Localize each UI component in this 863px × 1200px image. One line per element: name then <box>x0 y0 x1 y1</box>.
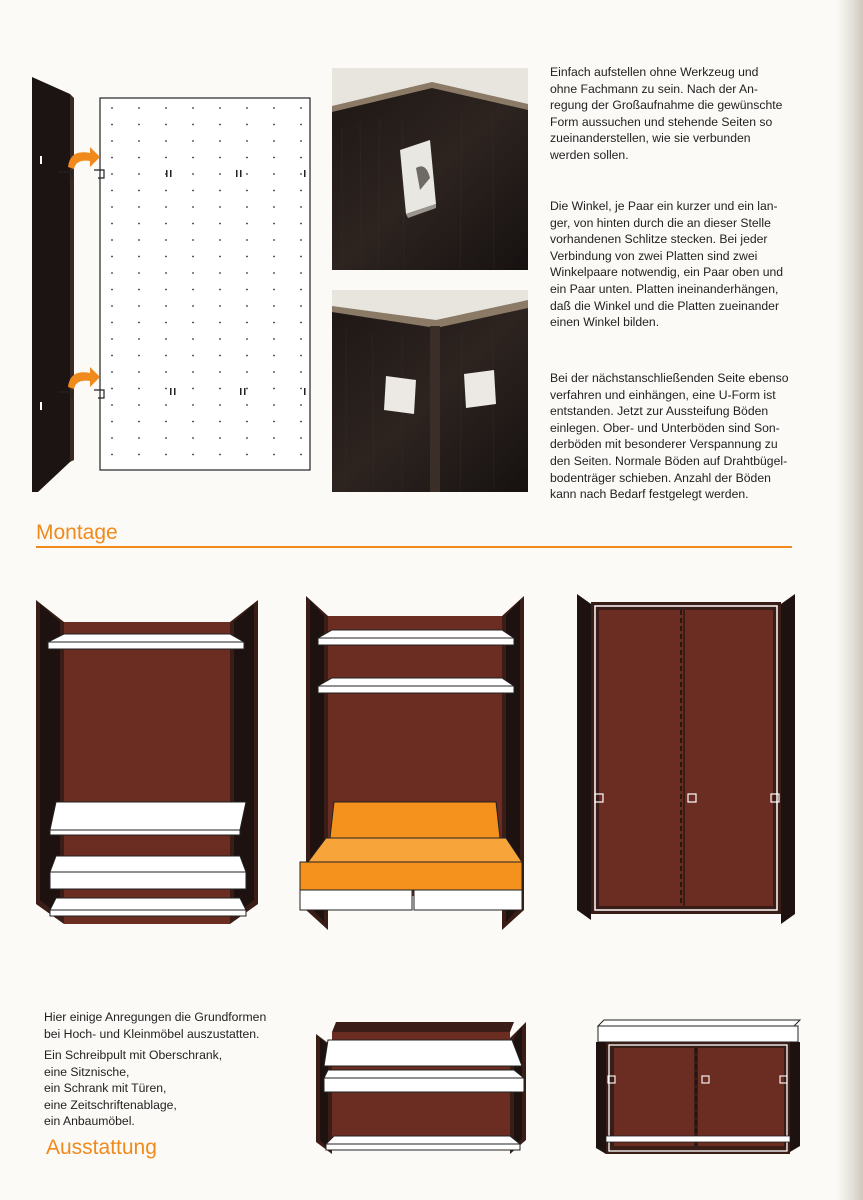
montage-heading: Montage <box>36 521 118 544</box>
intro-paragraph: Einfach aufstellen ohne Werkzeug und ohne Fachmann zu sein. Nach der An- regung der Großaufnahme die gewünschte Form aussuchen und stehende Seiten so zueinanderstellen, wie sie verbunden werden sollen. <box>550 65 783 162</box>
list-paragraph: Ein Schreibpult mit Oberschrank, eine Sitznische, ein Schrank mit Türen, eine Zeitschriftenablage, ein Anbaumöbel. <box>44 1048 223 1129</box>
cabinet-desk-illustration <box>34 594 260 930</box>
cabinet-seat-niche-illustration <box>298 594 530 930</box>
orange-rule <box>36 546 792 548</box>
cabinet-sideboard-illustration <box>594 1018 802 1158</box>
cabinet-magazine-rack-illustration <box>314 1018 528 1158</box>
suggestions-paragraph: Hier einige Anregungen die Grundformen bei Hoch- und Kleinmöbel auszustatten. <box>44 1010 267 1041</box>
bracket-paragraph: Die Winkel, je Paar ein kurzer und ein lan- ger, von hinten durch die an dieser Stelle vorhandenen Schlitze stecken. Bei jeder Verbindung von zwei Platten sind zwei Winkelpaare notwendig, ein Paar oben und ein Paar unten. Platten ineinanderhängen, daß die Winkel und die Platten zueinander einen Winkel bilden. <box>550 199 784 330</box>
panel-assembly-illustration <box>28 72 318 497</box>
shelf-paragraph: Bei der nächstanschließenden Seite ebenso verfahren und einhängen, eine U-Form ist entstanden. Jetzt zur Aussteifung Böden einlegen. Ober- und Unterböden sind Son- derböden mit besonderer Verspannung zu den Seiten. Normale Böden auf Drahtbügel- bodenträger schieben. Anzahl der Böden kann nach Bedarf festgelegt werden. <box>550 371 789 502</box>
ausstattung-heading: Ausstattung <box>46 1136 157 1159</box>
page-edge-shadow <box>837 0 863 1200</box>
photo-bracket-closeup-1 <box>332 68 528 270</box>
photo-bracket-closeup-2 <box>332 290 528 492</box>
cabinet-wardrobe-illustration <box>575 594 797 930</box>
